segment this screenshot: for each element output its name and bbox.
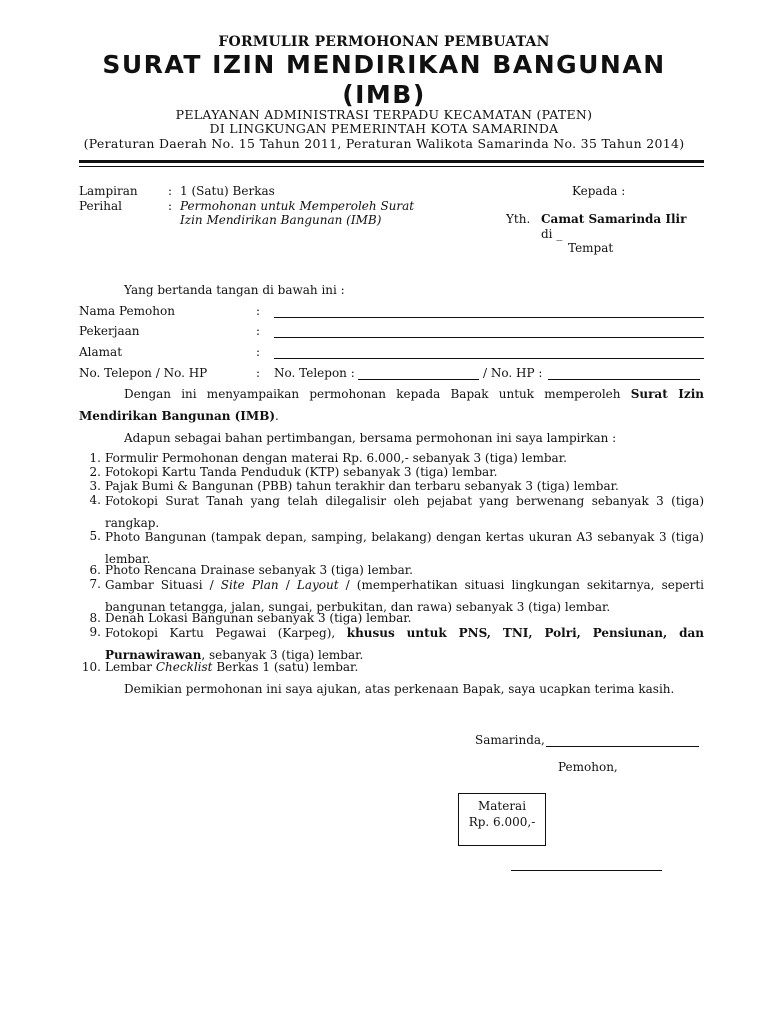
list-number: 9. [89,625,101,639]
materai-box [458,793,546,846]
request-subject: Surat Izin Mendirikan Bangunan (IMB) [79,387,705,423]
list-number: 6. [89,563,101,577]
lampiran-value: 1 (Satu) Berkas [180,184,275,198]
list-text: Photo Rencana Drainase sebanyak 3 (tiga) lembar. [105,563,413,577]
list-text-italic: Site Plan [220,578,279,592]
lampiran-label: Lampiran [79,184,138,198]
list-text: Pajak Bumi & Bangunan (PBB) tahun terakhir dan terbaru sebanyak 3 (tiga) lembar. [105,479,619,493]
list-number: 2. [89,465,101,479]
perihal-value-line1: Permohonan untuk Memperoleh Surat [180,199,415,213]
materai-label: Materai [477,799,527,813]
service-name: PELAYANAN ADMINISTRASI TERPADU KECAMATAN (PATEN) [175,107,593,122]
list-text: Fotokopi Kartu Tanda Penduduk (KTP) sebanyak 3 (tiga) lembar. [105,465,498,479]
request-period: . [275,409,279,423]
form-title-abbrev: (IMB) [342,80,426,109]
field-colon-alamat: : [256,345,261,359]
list-text-italic: Layout [296,578,339,592]
request-paragraph [79,383,704,427]
list-number: 3. [89,479,101,493]
kepada-label: Kepada : [572,184,626,198]
recipient-place: Tempat [568,241,614,255]
signature-role: Pemohon, [558,760,618,774]
list-text-part: Lembar [105,660,156,674]
form-title-small: FORMULIR PERMOHONAN PEMBUATAN [218,34,550,50]
regulation-reference: (Peraturan Daerah No. 15 Tahun 2011, Peraturan Walikota Samarinda No. 35 Tahun 2014) [83,136,685,151]
hp-label: / No. HP : [483,366,543,380]
recipient-name: Camat Samarinda Ilir [541,212,687,226]
list-text-part: Gambar Situasi / [105,578,221,592]
list-text-part: Fotokopi Kartu Pegawai (Karpeg), [105,626,347,640]
header-divider-thin [79,166,704,167]
field-label-alamat: Alamat [79,345,123,359]
materai-amount: Rp. 6.000,- [468,815,536,829]
list-text-part: / (memperhatikan situasi lingkungan sekitarnya, seperti bangunan tetangga, jalan, sungai, perbukitan, dan rawa) sebanyak 3 (tiga) lembar. [105,578,705,614]
field-line-nama[interactable] [274,317,704,318]
field-colon-pekerjaan: : [256,324,261,338]
field-colon-nama: : [256,304,261,318]
perihal-colon: : [168,199,173,213]
signature-line[interactable] [511,870,662,871]
list-text: Formulir Permohonan dengan materai Rp. 6.000,- sebanyak 3 (tiga) lembar. [105,451,567,465]
list-text-italic: Checklist [155,660,213,674]
list-text: Photo Bangunan (tampak depan, samping, belakang) dengan kertas ukuran A3 sebanyak 3 (tiga) lembar. [105,530,704,566]
telepon-line[interactable] [358,379,479,380]
list-number: 4. [89,493,101,507]
list-number: 5. [89,529,101,543]
list-number: 10. [81,660,101,674]
form-title-main: SURAT IZIN MENDIRIKAN BANGUNAN [102,50,666,79]
list-text-part: / [278,578,297,592]
header-divider-thick [79,160,704,163]
list-text-part: , sebanyak 3 (tiga) lembar. [201,648,364,662]
field-line-pekerjaan[interactable] [274,337,704,338]
list-number: 1. [89,451,101,465]
government-name: DI LINGKUNGAN PEMERINTAH KOTA SAMARINDA [209,121,559,136]
field-label-phone: No. Telepon / No. HP [79,366,208,380]
perihal-value-line2: Izin Mendirikan Bangunan (IMB) [180,213,382,227]
list-text-bold: khusus untuk PNS, TNI, Polri, Pensiunan, dan Purnawirawan [105,626,704,662]
field-label-nama: Nama Pemohon [79,304,175,318]
list-number: 7. [89,577,101,591]
signature-place: Samarinda, [475,733,545,747]
request-text: Dengan ini menyampaikan permohonan kepada Bapak untuk memperoleh [124,387,631,401]
field-label-pekerjaan: Pekerjaan [79,324,140,338]
hp-line[interactable] [548,379,700,380]
signature-date-line[interactable] [546,746,699,747]
list-text-part: Berkas 1 (satu) lembar. [212,660,359,674]
intro-text: Yang bertanda tangan di bawah ini : [124,283,345,297]
perihal-label: Perihal [79,199,122,213]
lampiran-colon: : [168,184,173,198]
list-text: Denah Lokasi Bangunan sebanyak 3 (tiga) lembar. [105,611,412,625]
field-line-alamat[interactable] [274,358,704,359]
field-colon-phone: : [256,366,261,380]
list-number: 8. [89,611,101,625]
recipient-location: di _ [541,227,563,241]
list-text: Fotokopi Surat Tanah yang telah dilegalisir oleh pejabat yang berwenang sebanyak 3 (tiga) rangkap. [105,494,704,530]
yth-label: Yth. [506,212,531,226]
list-text [105,660,704,675]
telepon-label: No. Telepon : [274,366,355,380]
attachment-intro: Adapun sebagai bahan pertimbangan, bersama permohonan ini saya lampirkan : [124,431,617,445]
closing-text: Demikian permohonan ini saya ajukan, atas perkenaan Bapak, saya ucapkan terima kasih. [124,682,675,696]
